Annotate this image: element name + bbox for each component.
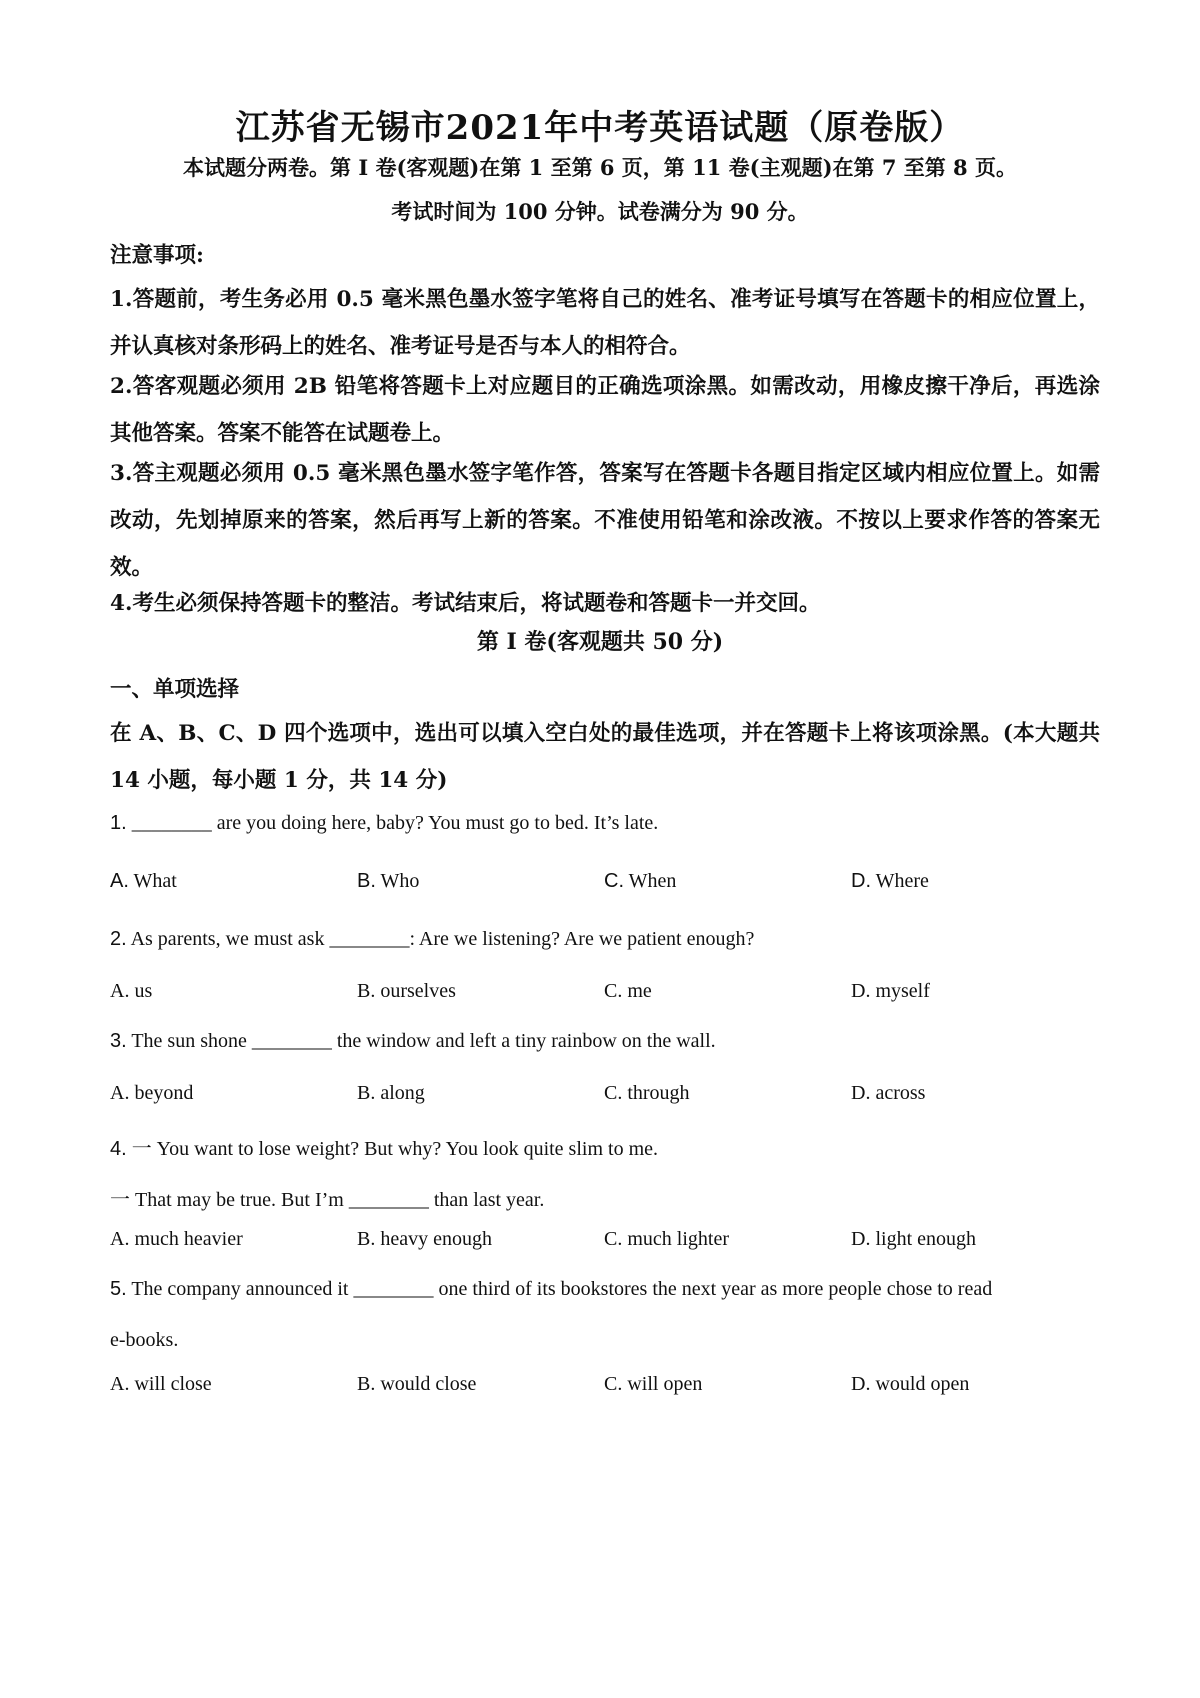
option-c: C. will open [604, 1373, 703, 1395]
question-number: 2. [110, 928, 127, 950]
question-number: 5. [110, 1278, 127, 1300]
section-title: 第 I 卷(客观题共 50 分) [476, 629, 724, 655]
option-a: A. much heavier [110, 1228, 243, 1250]
question-3 [110, 1030, 1100, 1053]
question-text: 一 You want to lose weight? But why? You look quite slim to me. [126, 1138, 658, 1160]
notes-heading: 注意事项: [110, 243, 204, 268]
option-c: C. through [604, 1082, 690, 1104]
option-d: D. myself [851, 980, 930, 1002]
option-a: A. will close [110, 1373, 212, 1395]
options-row-5 [110, 1373, 1100, 1403]
question-text: As parents, we must ask ________: Are we listening? Are we patient enough? [126, 928, 755, 950]
option-d: D. across [851, 1082, 926, 1104]
question-number: 4. [110, 1138, 127, 1160]
question-number: 3. [110, 1030, 127, 1052]
question-text: ________ are you doing here, baby? You must go to bed. It’s late. [126, 812, 659, 834]
options-row-4 [110, 1228, 1100, 1258]
question-5 [110, 1278, 1100, 1301]
note-3: 3.答主观题必须用 0.5 毫米黑色墨水签字笔作答，答案写在答题卡各题目指定区域内相应位置上。如需改动，先划掉原来的答案，然后再写上新的答案。不准使用铅笔和涂改液。不按以上要求作答的答案无效。 [110, 461, 1100, 580]
intro-line-1: 本试题分两卷。第 I 卷(客观题)在第 1 至第 6 页，第 11 卷(主观题)在第 7 至第 8 页。 [183, 155, 1017, 180]
option-a: A. What [110, 870, 177, 892]
question-text: The company announced it ________ one third of its bookstores the next year as more people chose to read [126, 1278, 993, 1300]
part-heading: 一、单项选择 [110, 677, 240, 702]
option-b: B. heavy enough [357, 1228, 492, 1250]
page-title: 江苏省无锡市2021年中考英语试题（原卷版） [235, 108, 965, 148]
question-1 [110, 812, 1100, 835]
part-instructions: 在 A、B、C、D 四个选项中，选出可以填入空白处的最佳选项，并在答题卡上将该项涂黑。(本大题共 14 小题，每小题 1 分，共 14 分) [110, 721, 1100, 793]
options-row-3 [110, 1082, 1100, 1112]
option-b: B. ourselves [357, 980, 456, 1002]
option-b: B. would close [357, 1373, 477, 1395]
question-5-continued: e-books. [110, 1329, 179, 1351]
options-row-1 [110, 870, 1100, 900]
option-d: D. would open [851, 1373, 970, 1395]
option-a: A. beyond [110, 1082, 194, 1104]
question-4-reply: 一 That may be true. But I’m ________ than last year. [110, 1189, 545, 1211]
question-2 [110, 928, 1100, 951]
option-a: A. us [110, 980, 153, 1002]
option-c: C. much lighter [604, 1228, 729, 1250]
options-row-2 [110, 980, 1100, 1010]
option-b: B. Who [357, 870, 420, 892]
option-c: C. me [604, 980, 652, 1002]
option-c: C. When [604, 870, 677, 892]
intro-line-2: 考试时间为 100 分钟。试卷满分为 90 分。 [391, 199, 809, 224]
question-text: The sun shone ________ the window and left a tiny rainbow on the wall. [126, 1030, 716, 1052]
option-b: B. along [357, 1082, 425, 1104]
option-d: D. Where [851, 870, 929, 892]
note-1: 1.答题前，考生务必用 0.5 毫米黑色墨水签字笔将自己的姓名、准考证号填写在答题卡的相应位置上，并认真核对条形码上的姓名、准考证号是否与本人的相符合。 [110, 287, 1100, 359]
option-d: D. light enough [851, 1228, 976, 1250]
note-4: 4.考生必须保持答题卡的整洁。考试结束后，将试题卷和答题卡一并交回。 [110, 591, 821, 616]
question-4 [110, 1132, 1100, 1161]
note-2: 2.答客观题必须用 2B 铅笔将答题卡上对应题目的正确选项涂黑。如需改动，用橡皮擦干净后，再选涂其他答案。答案不能答在试题卷上。 [110, 374, 1100, 446]
question-number: 1. [110, 812, 127, 834]
